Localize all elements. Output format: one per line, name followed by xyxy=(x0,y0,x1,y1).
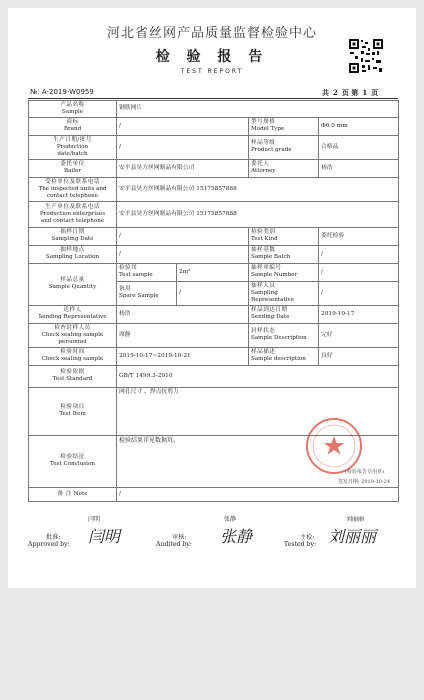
product-name-value: 钢筋网片 xyxy=(117,101,399,118)
row-brand: 商标 Brand / 型号规格 Model Type Φ6.0 mm xyxy=(29,117,399,135)
qr-code-icon xyxy=(348,38,384,74)
approved-name: 闫明 xyxy=(88,516,101,523)
row-check-time: 检验时间 Check sealing sample 2019-10-17~2019-10-21 样品描述 Sample description 良好 xyxy=(29,347,399,365)
model-value: Φ6.0 mm xyxy=(319,117,399,135)
tested-name: 刘丽丽 xyxy=(346,516,365,523)
row-sealing-personnel: 检查封样人员 Check sealing sample personnel 席静 封样状态 Sample Description 完好 xyxy=(29,323,399,347)
row-production-enterprise: 生产单位及联系电话 Production enterprises and contact telephone 安平县昊方丝网制品有限公司 15175857888 xyxy=(29,201,399,227)
approved-label: 批准: Approved by: xyxy=(28,534,70,548)
conclusion-value: 检验结果详见数据页。 xyxy=(119,436,180,444)
row-bailor: 委托单位 Bailor 安平县昊方丝网制品有限公司 委托人 Attorney 杨浩 xyxy=(29,159,399,177)
row-test-sample: 样品总量 Sample Quantity 检验用 Test sample 2m² 抽样单编号 Sample Number / xyxy=(29,263,399,281)
row-product-name: 产品名称 Sample 钢筋网片 xyxy=(29,101,399,118)
row-conclusion: 检验结论 Test Conclusion 检验结果详见数据页。 (检验报告专用章) 签发日期: 2019-10-24 xyxy=(29,435,399,487)
audited-signature: 张静 xyxy=(220,527,253,546)
row-sampling-date: 抽样日期 Sampling Date / 检验类别 Test Kind 委托检验 xyxy=(29,227,399,245)
row-inspected-unit: 受检单位及联系电话 The inspected units and contact telephone 安平县昊方丝网制品有限公司 15175857888 xyxy=(29,177,399,201)
test-kind-value: 委托检验 xyxy=(319,227,399,245)
signature-row xyxy=(28,514,398,554)
tested-label: 主检: Tested by: xyxy=(284,534,317,548)
report-number: №: A-2019-W0959 xyxy=(30,88,94,96)
org-name: 河北省丝网产品质量监督检验中心 xyxy=(106,26,317,41)
row-sending-rep: 送样人 Sending Representative 杨浩 样品到达日期 Sending Date 2019-10-17 xyxy=(29,305,399,323)
grade-value: 合格品 xyxy=(319,135,399,159)
row-note: 备 注 Note / xyxy=(29,487,399,501)
page-indicator: 共 2 页 第 1 页 xyxy=(322,88,379,97)
row-test-item: 检验项目 Test Item 网孔尺寸 、焊点抗剪力 xyxy=(29,387,399,435)
report-title: 检 验 报 告 xyxy=(155,49,269,65)
report-title-en: TEST REPORT xyxy=(180,68,244,75)
row-spare-sample: 备用 Spare Sample / 抽样人员 Sampling Representative / xyxy=(29,281,399,305)
row-test-standard: 检验依据 Test Standard GB/T 1499.3-2010 xyxy=(29,365,399,387)
issue-date: 签发日期: 2019-10-24 xyxy=(337,478,391,485)
audited-name: 张静 xyxy=(224,516,237,523)
row-production-date: 生产日期/批号 Production date/batch / 样品等级 Product grade 合格品 xyxy=(29,135,399,159)
row-sampling-location: 抽样地点 Sampling Location / 抽样基数 Sample Batch / xyxy=(29,245,399,263)
test-item-value: 网孔尺寸 、焊点抗剪力 xyxy=(117,387,399,435)
sending-date-value: 2019-10-17 xyxy=(319,305,399,323)
approved-signature: 闫明 xyxy=(88,527,121,546)
header-rule xyxy=(28,98,398,99)
bailor-value: 安平县昊方丝网制品有限公司 xyxy=(117,159,249,177)
audited-label: 审核: Audited by: xyxy=(156,534,193,548)
stamp-label: (检验报告专用章) xyxy=(345,468,385,475)
check-time-value: 2019-10-17~2019-10-21 xyxy=(117,347,249,365)
attorney-value: 杨浩 xyxy=(319,159,399,177)
tested-signature: 刘丽丽 xyxy=(328,527,377,546)
report-table xyxy=(28,100,399,502)
test-sample-value: 2m² xyxy=(177,263,249,281)
test-standard-value: GB/T 1499.3-2010 xyxy=(117,365,399,387)
